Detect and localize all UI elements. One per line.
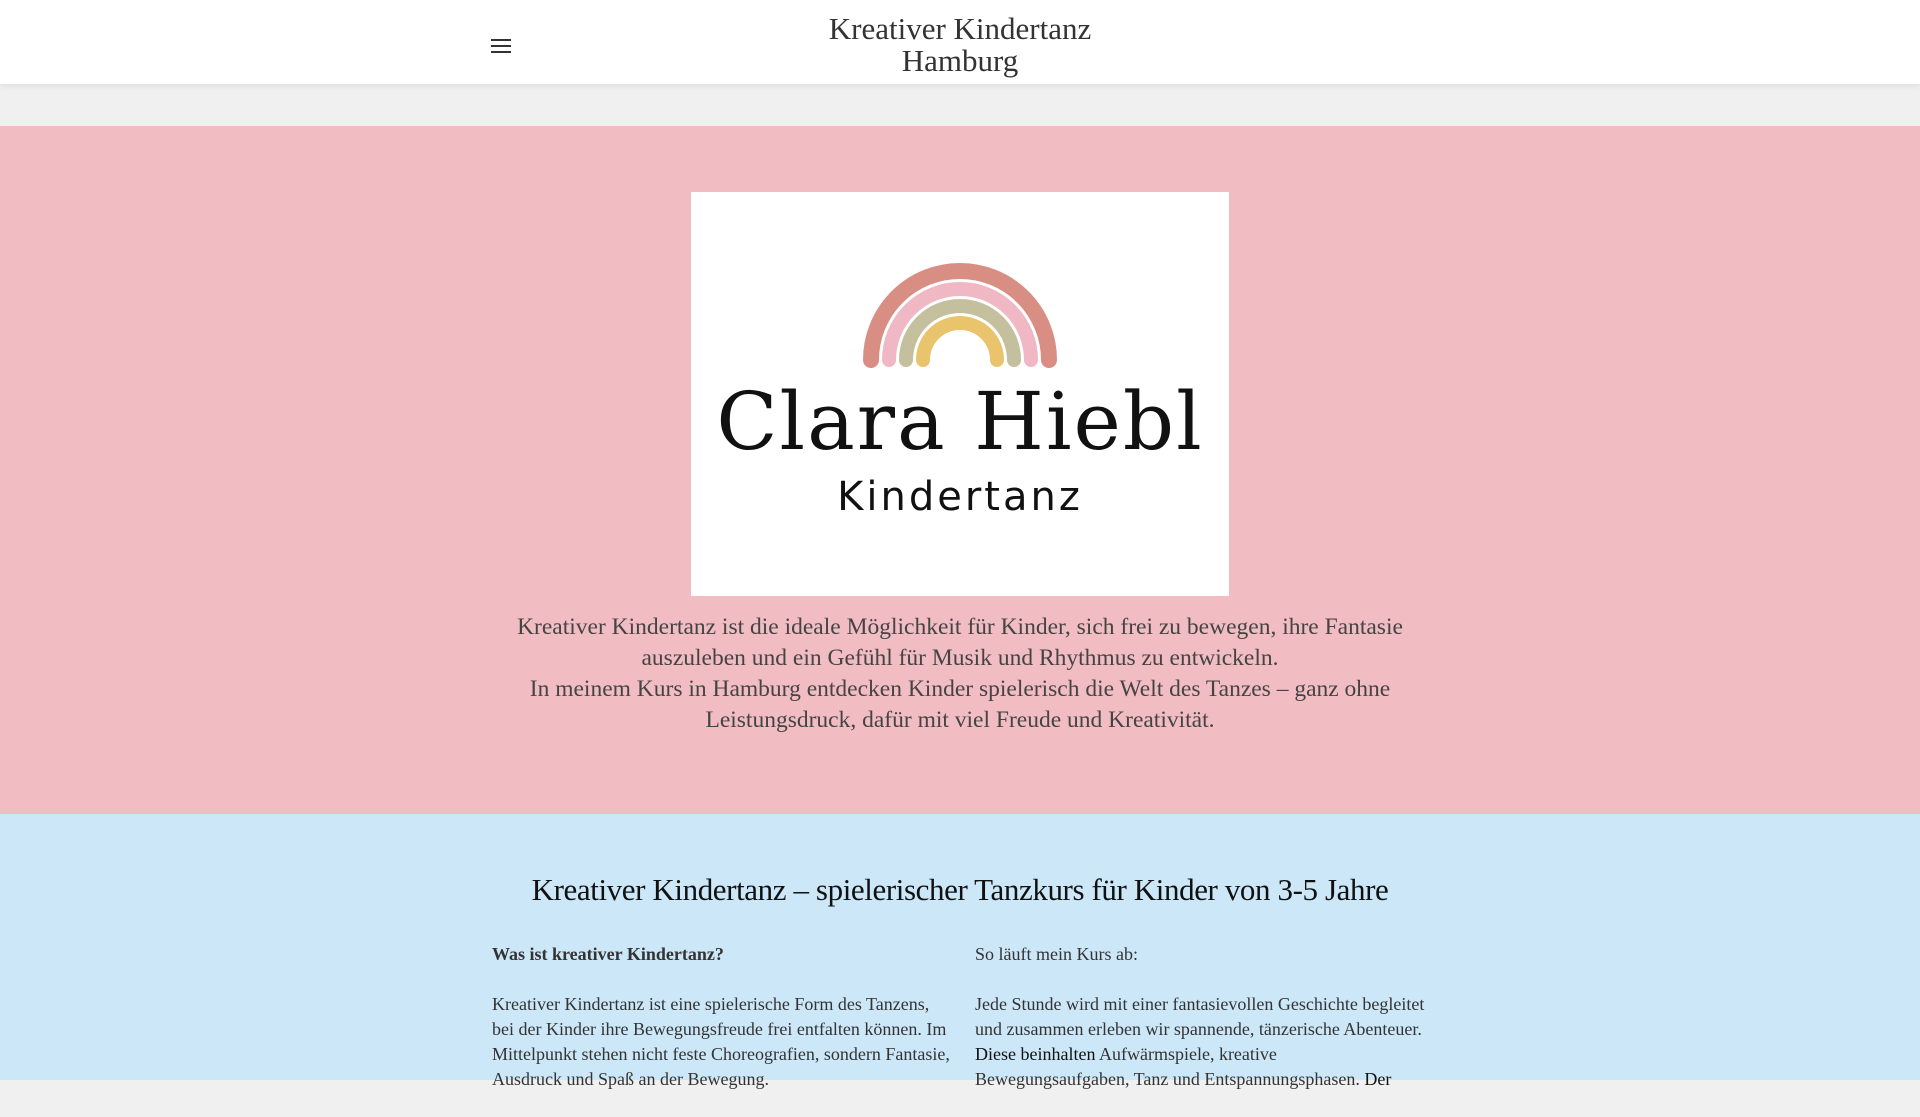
- hero-section: [0, 126, 1920, 814]
- site-title-link[interactable]: [760, 13, 1160, 77]
- menu-bar: [491, 45, 511, 47]
- hamburger-menu-icon[interactable]: [488, 36, 514, 56]
- hero-paragraph-1: Kreativer Kindertanz ist die ideale Möglichkeit für Kinder, sich frei zu bewegen, ihre Fantasie auszuleben und ein Gefühl für Musik und Rhythmus zu entwickeln.: [517, 614, 1403, 671]
- svg-text:Kindertanz: Kindertanz: [837, 474, 1083, 520]
- section-title: Kreativer Kindertanz – spielerischer Tanzkurs für Kinder von 3-5 Jahre: [531, 872, 1389, 907]
- site-title-line1: Kreativer Kindertanz: [828, 11, 1092, 46]
- right-paragraph-highlight: Der: [1364, 1069, 1392, 1089]
- right-heading: So läuft mein Kurs ab:: [975, 944, 1138, 964]
- right-paragraph-text: Aufwärmspiele, kreative Bewegungsaufgaben, Tanz und Entspannungsphasen.: [975, 1044, 1365, 1089]
- right-paragraph-text: Jede Stunde wird mit einer fantasievollen Geschichte begleitet und zusammen erleben wir spannende, tänzerische Abenteuer.: [975, 994, 1425, 1039]
- header-spacer: [0, 84, 1920, 126]
- right-column: [975, 942, 1435, 1117]
- svg-text:Clara Hiebl: Clara Hiebl: [716, 375, 1204, 468]
- right-paragraph: [975, 992, 1435, 1092]
- right-paragraph-highlight: Diese beinhalten: [975, 1044, 1096, 1064]
- menu-bar: [491, 39, 511, 41]
- left-paragraph: Kreativer Kindertanz ist eine spielerische Form des Tanzens, bei der Kinder ihre Bewegungsfreude frei entfalten können. Im Mittelpunkt stehen nicht feste Choreografien, sondern Fantasie, Ausdruck und Spaß an der Bewegung.: [492, 994, 950, 1089]
- left-column: [492, 942, 952, 1117]
- hero-intro-text: [490, 612, 1430, 736]
- left-heading: Was ist kreativer Kindertanz?: [492, 944, 724, 964]
- hero-paragraph-2: In meinem Kurs in Hamburg entdecken Kinder spielerisch die Welt des Tanzes – ganz ohne Leistungsdruck, dafür mit viel Freude und Kreativität.: [529, 676, 1391, 733]
- site-header: [0, 0, 1920, 84]
- course-info-section: [0, 814, 1920, 1089]
- menu-bar: [491, 51, 511, 53]
- logo-image: [691, 192, 1229, 596]
- rainbow-logo-icon: [691, 192, 1229, 596]
- site-title-line2: Hamburg: [901, 43, 1019, 78]
